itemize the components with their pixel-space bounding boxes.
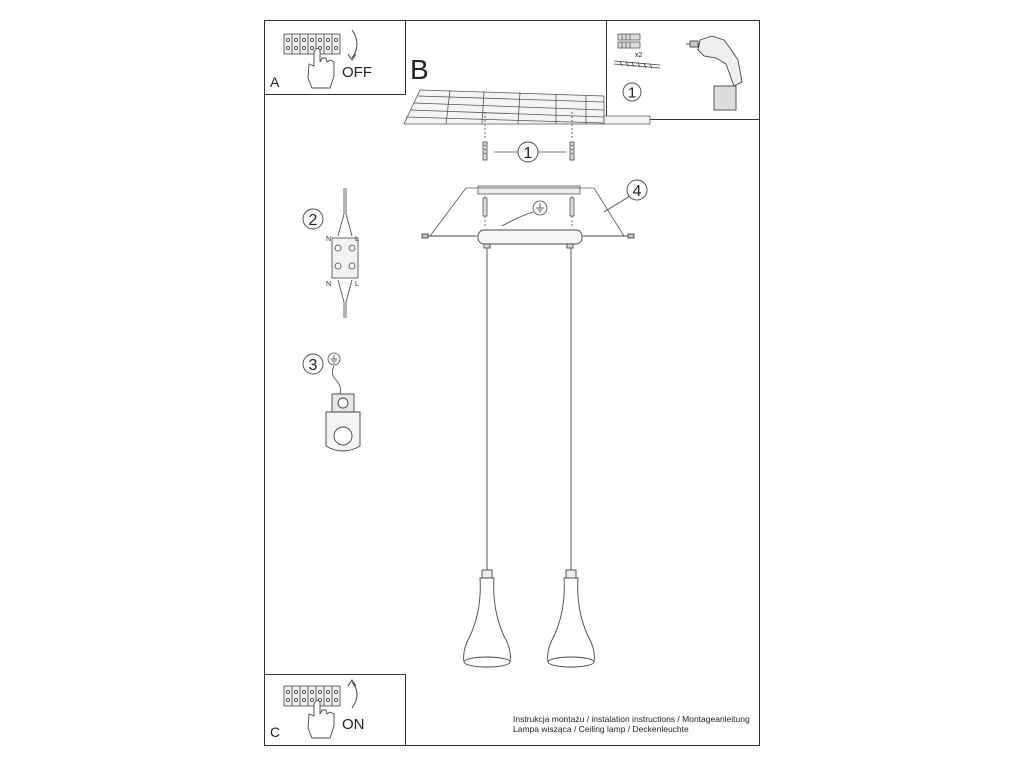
ground-symbol-icon	[502, 201, 547, 226]
svg-text:4: 4	[632, 183, 642, 200]
drill-icon	[686, 36, 742, 110]
terminal-block-icon	[284, 34, 340, 54]
caption	[513, 714, 750, 734]
panel-b-letter: B	[410, 54, 429, 85]
caption-line-1: Instrukcja montażu / instalation instructions / Montageanleitung	[513, 714, 750, 724]
arrow-head-icon	[348, 680, 356, 686]
wire-label-n-bottom: N	[326, 281, 332, 288]
panel-c-on-label: ON	[342, 716, 365, 733]
step-3-marker	[303, 354, 323, 374]
mounting-bracket	[430, 186, 624, 236]
step-1-marker	[494, 142, 566, 162]
wire-label-n-top: N	[326, 236, 332, 243]
wall-plug-icon	[618, 34, 640, 48]
wire-label-l-top: L	[355, 236, 359, 243]
panel-c-letter: C	[270, 724, 281, 740]
step-2-marker	[303, 209, 323, 229]
arrow-head-icon	[348, 54, 356, 60]
step-1-marker	[623, 83, 641, 102]
wire-label-l-bottom: L	[355, 281, 359, 288]
step-4-marker	[604, 180, 647, 212]
terminal-block-icon	[284, 686, 340, 706]
pendant-lamp-left	[464, 570, 511, 667]
ceiling-tiles	[404, 90, 650, 124]
ground-clamp-icon	[326, 394, 360, 451]
wire-terminal-icon	[332, 188, 358, 318]
panel-a-letter: A	[270, 74, 280, 90]
caption-line-2: Lampa wisząca / Ceiling lamp / Deckenleuchte	[513, 724, 689, 734]
switch-on-arrow-icon	[352, 682, 357, 708]
pendant-lamp-right	[548, 570, 595, 667]
svg-text:1: 1	[627, 84, 637, 102]
switch-off-arrow-icon	[352, 30, 357, 58]
panel-a-off-label: OFF	[342, 64, 372, 81]
quantity-label: x2	[635, 52, 643, 59]
svg-text:2: 2	[308, 212, 318, 229]
pendant-cable	[487, 248, 571, 570]
screw-icon	[614, 61, 660, 69]
ground-symbol-icon	[328, 353, 341, 394]
svg-text:3: 3	[308, 357, 318, 374]
canopy	[422, 230, 634, 248]
svg-text:1: 1	[523, 145, 533, 162]
